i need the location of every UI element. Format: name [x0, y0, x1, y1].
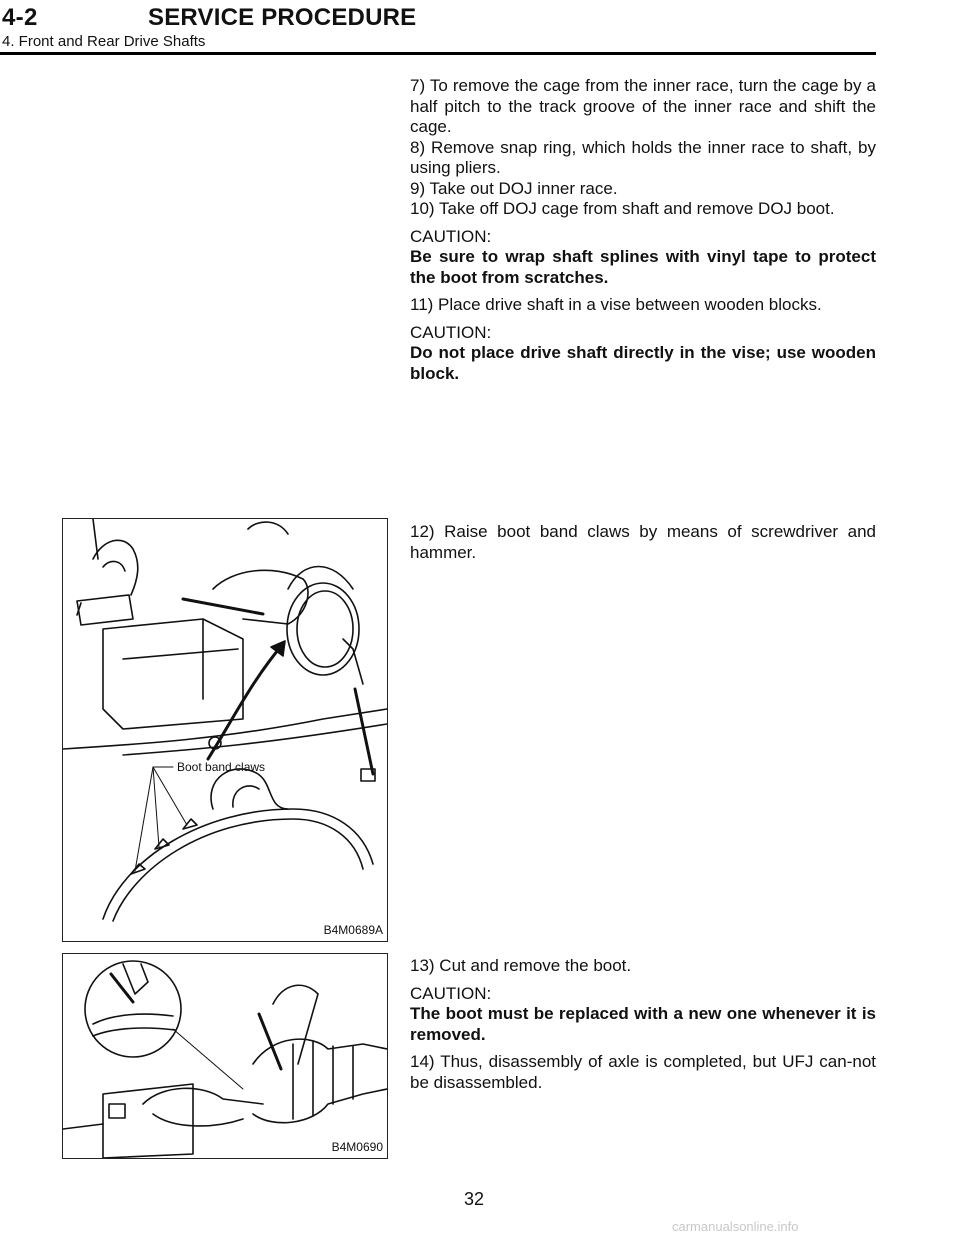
caution-2-text: Do not place drive shaft directly in the vise; use wooden block. [410, 343, 876, 383]
caution-3-label: CAUTION: [410, 983, 492, 1003]
step-8: 8) Remove snap ring, which holds the inner race to shaft, by using pliers. [410, 137, 876, 177]
cut-boot-illustration [63, 954, 387, 1158]
step-12: 12) Raise boot band claws by means of screwdriver and hammer. [410, 522, 876, 562]
callout-boot-band-claws: Boot band claws [177, 760, 266, 774]
section-number: 4-2 [2, 4, 38, 31]
header-rule [0, 52, 876, 55]
figure-boot-band-claws [62, 518, 388, 942]
page-number: 32 [464, 1189, 485, 1209]
figure-1-code: B4M0689A [323, 923, 383, 937]
steps-block-bottom [410, 956, 876, 1093]
caution-3-text: The boot must be replaced with a new one whenever it is removed. [410, 1004, 876, 1044]
steps-block-top [410, 76, 876, 384]
figure-2-code: B4M0690 [331, 1140, 383, 1154]
step-13: 13) Cut and remove the boot. [410, 956, 632, 975]
step-14: 14) Thus, disassembly of axle is completed, but UFJ can-not be disassembled. [410, 1052, 876, 1092]
caution-2-label: CAUTION: [410, 322, 492, 342]
figure-cut-boot [62, 953, 388, 1159]
page-subtitle: 4. Front and Rear Drive Shafts [2, 33, 206, 50]
step-10: 10) Take off DOJ cage from shaft and remove DOJ boot. [410, 199, 835, 218]
watermark: carmanualsonline.info [672, 1219, 799, 1234]
step-7: 7) To remove the cage from the inner race, turn the cage by a half pitch to the track groove of the inner race and shift the cage. [410, 76, 876, 136]
step-11: 11) Place drive shaft in a vise between wooden blocks. [410, 295, 822, 314]
step-9: 9) Take out DOJ inner race. [410, 178, 618, 198]
boot-band-illustration [63, 519, 387, 941]
step-12-block [410, 522, 876, 563]
caution-1-text: Be sure to wrap shaft splines with vinyl tape to protect the boot from scratches. [410, 247, 876, 287]
page-title: SERVICE PROCEDURE [148, 4, 417, 31]
caution-1-label: CAUTION: [410, 226, 492, 246]
